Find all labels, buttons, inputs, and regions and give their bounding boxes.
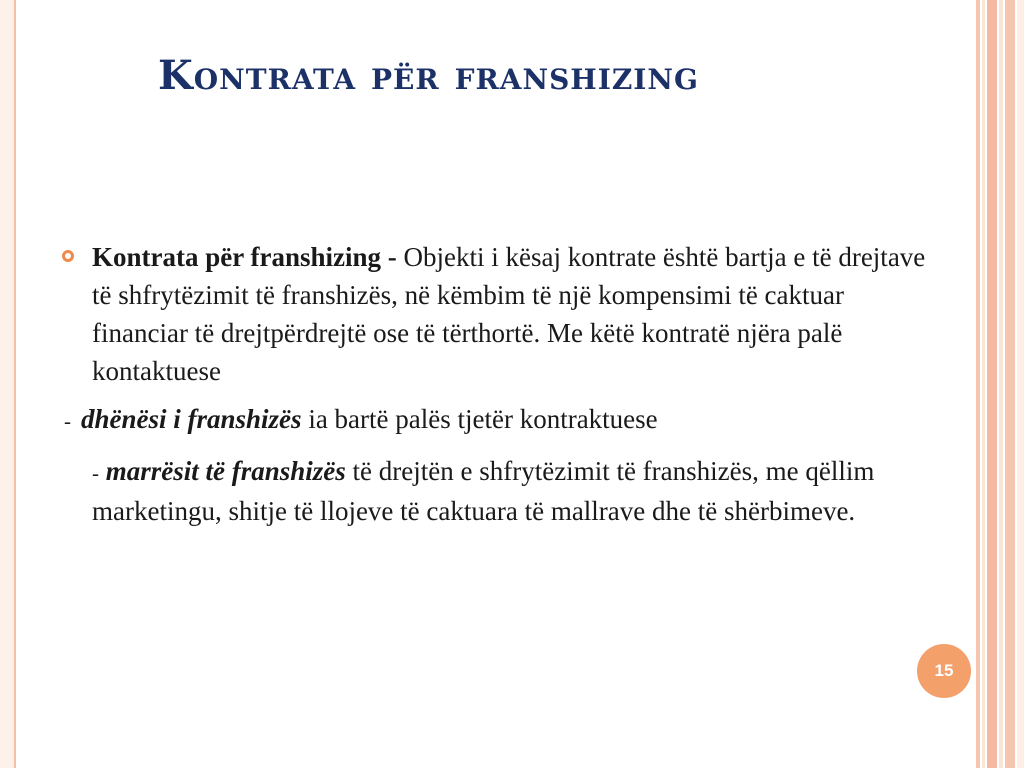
page-number-badge: 15 <box>917 644 971 698</box>
left-border <box>0 0 16 768</box>
sub-item-giver <box>64 400 942 440</box>
bullet-text: Objekti i kësaj kontrate është bartja e të drejtave të shfrytëzimit të franshizës, në këmbim të një kompensimi të caktuar financiar të drejtpërdrejtë ose të tërthortë. Me këtë kontratë njëra palë kontaktuese <box>92 242 926 386</box>
sub-item-receiver <box>92 452 942 530</box>
hollow-circle-bullet-icon <box>62 250 74 262</box>
slide-body <box>64 238 942 530</box>
slide-title: Kontrata për franshizing <box>158 52 699 99</box>
sub-item-term: dhënësi i franshizës <box>81 404 302 434</box>
bullet-paragraph <box>92 238 942 390</box>
sub-item-text: ia bartë palës tjetër kontraktuese <box>301 404 658 434</box>
bullet-lead: Kontrata për franshizing - <box>92 242 397 272</box>
sub-item-term: marrësit të franshizës <box>105 456 346 486</box>
right-decorative-stripes <box>976 0 1024 768</box>
dash-marker: - <box>64 409 71 433</box>
sub-item-text: të drejtën e shfrytëzimit të franshizës, me qëllim marketingu, shitje të llojeve të caktuara të mallrave dhe të shërbimeve. <box>92 456 875 526</box>
dash-marker: - <box>92 461 99 485</box>
